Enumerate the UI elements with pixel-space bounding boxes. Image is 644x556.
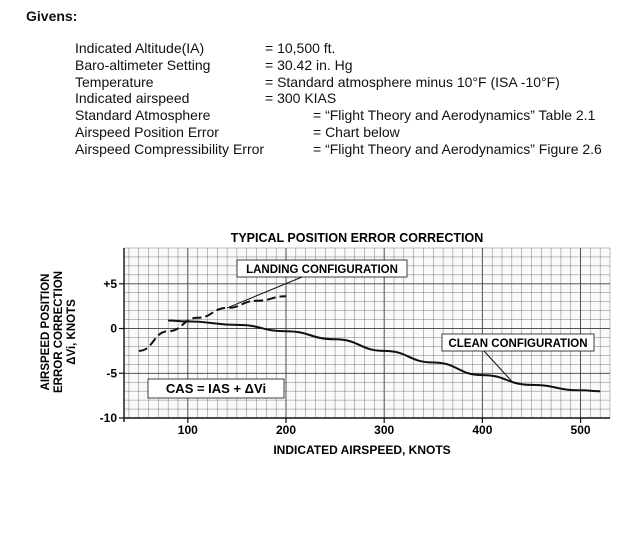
given-value: = 10,500 ft. (265, 40, 336, 56)
given-value: = 300 KIAS (265, 90, 337, 107)
y-tick-label: 0 (110, 321, 117, 336)
cas-formula: CAS = IAS + ΔVi (165, 381, 267, 396)
x-axis-label: INDICATED AIRSPEED, KNOTS (273, 443, 451, 457)
x-tick-label: 400 (472, 423, 493, 437)
position-error-chart (32, 210, 632, 480)
given-label: Standard Atmosphere (75, 107, 211, 124)
given-label: Airspeed Compressibility Error (75, 140, 265, 157)
chart-svg (32, 210, 632, 480)
x-tick-label: 100 (177, 423, 198, 437)
x-tick-label: 500 (570, 423, 591, 437)
y-axis-label-line2: ERROR CORRECTION (53, 270, 65, 394)
x-tick-label: 300 (374, 423, 395, 437)
given-label: Indicated airspeed (75, 90, 190, 107)
given-value: = “Flight Theory and Aerodynamics” Table 2.1 (313, 107, 596, 124)
y-tick-label: +5 (103, 276, 117, 291)
y-axis-label-line1: AIRSPEED POSITION (40, 273, 52, 391)
given-value: = Standard atmosphere minus 10°F (ISA -10°F) (265, 73, 560, 90)
given-value: = Chart below (313, 123, 400, 140)
given-value: = 30.42 in. Hg (265, 56, 353, 73)
given-label: Airspeed Position Error (75, 123, 219, 140)
chart-title: TYPICAL POSITION ERROR CORRECTION (230, 231, 484, 245)
formula-callout (148, 379, 284, 398)
x-tick-label: 200 (275, 423, 297, 437)
landing-configuration-label: LANDING CONFIGURATION (246, 264, 398, 276)
givens-heading: Givens: (26, 8, 78, 24)
given-label: Temperature (75, 73, 154, 90)
y-axis-label-line3: ΔVi, KNOTS (66, 299, 78, 365)
given-value: = “Flight Theory and Aerodynamics” Figure 2.6 (313, 140, 602, 157)
y-tick-label: -10 (99, 411, 117, 425)
given-label: Indicated Altitude(IA) (75, 40, 205, 56)
y-tick-label: -5 (106, 366, 117, 381)
clean-configuration-label: CLEAN CONFIGURATION (448, 338, 588, 350)
given-label: Baro-altimeter Setting (75, 56, 211, 73)
